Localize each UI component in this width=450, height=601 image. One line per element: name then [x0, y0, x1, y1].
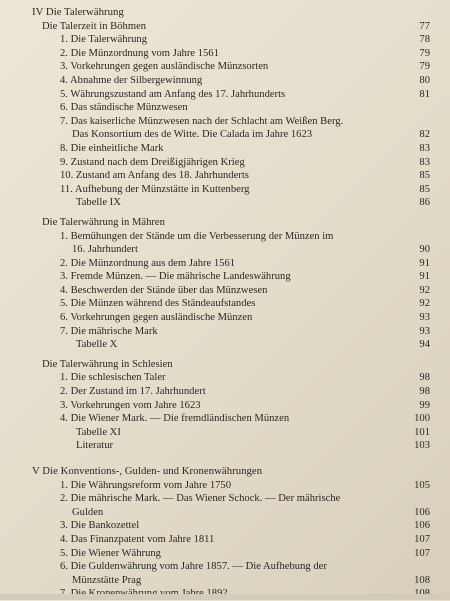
part-heading: [32, 465, 430, 479]
page-number: 100: [414, 413, 430, 425]
entry-title: Tabelle XI: [76, 426, 121, 438]
page-number: 105: [414, 479, 430, 491]
toc-entry: [32, 385, 430, 399]
entry-title: Münzstätte Prag: [72, 574, 142, 586]
part-heading: [32, 6, 430, 20]
toc-entry: [32, 115, 430, 129]
toc-entry: [32, 371, 430, 385]
entry-title: 4. Abnahme der Silbergewinnung: [60, 74, 203, 86]
page-number: 101: [414, 426, 430, 438]
entry-title: Die Talerwährung in Schlesien: [42, 358, 173, 370]
toc-entry: [32, 88, 430, 102]
toc-entry: [32, 284, 430, 298]
entry-title: 7. Das kaiserliche Münzwesen nach der Schlacht am Weißen Berg.: [60, 115, 344, 127]
toc-entry: [32, 183, 430, 197]
table-entry: [32, 426, 430, 440]
entry-title: 6. Die Guldenwährung vom Jahre 1857. — Die Aufhebung der: [60, 561, 327, 573]
section-heading: [32, 216, 430, 230]
page-number: 78: [419, 34, 430, 46]
entry-title: 2. Der Zustand im 17. Jahrhundert: [60, 386, 206, 398]
page-number: 85: [419, 170, 430, 182]
entry-title: 2. Die Münzordnung vom Jahre 1561: [60, 47, 219, 59]
toc-entry: [32, 533, 430, 547]
entry-title: Die Talerzeit in Böhmen: [42, 20, 147, 32]
entry-title: Die Talerwährung in Mähren: [42, 216, 165, 228]
toc-entry: [32, 412, 430, 426]
entry-title: 6. Vorkehrungen gegen ausländische Münzen: [60, 312, 253, 324]
entry-title: 2. Die Münzordnung aus dem Jahre 1561: [60, 257, 236, 269]
page-number: 80: [419, 74, 430, 86]
entry-title: 9. Zustand nach dem Dreißigjährigen Krieg: [60, 156, 245, 168]
toc-entry: [32, 101, 430, 115]
entry-title: 7. Die mährische Mark: [60, 325, 158, 337]
page-number: 108: [414, 574, 430, 586]
toc-entry: [32, 33, 430, 47]
toc-entry: [32, 297, 430, 311]
entry-title: 5. Die Münzen während des Ständeaufstandes: [60, 298, 256, 310]
entry-title: 1. Die Währungsreform vom Jahre 1750: [60, 479, 232, 491]
toc-entry: [32, 60, 430, 74]
page-number: 107: [414, 533, 430, 545]
entry-continuation: [32, 128, 430, 142]
toc-entry: [32, 169, 430, 183]
page-number: 106: [414, 506, 430, 518]
page-number: 82: [419, 129, 430, 141]
table-entry: [32, 338, 430, 352]
toc-entry: [32, 47, 430, 61]
toc-entry: [32, 156, 430, 170]
section-heading: [32, 358, 430, 372]
entry-continuation: [32, 243, 430, 257]
entry-title: 2. Die mährische Mark. — Das Wiener Schock. — Der mährische: [60, 493, 341, 505]
page-number: 98: [419, 372, 430, 384]
toc-entry: [32, 399, 430, 413]
page-number: 90: [419, 244, 430, 256]
entry-title: 5. Die Wiener Währung: [60, 547, 161, 559]
entry-title: 1. Bemühungen der Stände um die Verbesserung der Münzen im: [60, 230, 334, 242]
part-spacer: [32, 453, 430, 465]
toc-entry: [32, 479, 430, 493]
toc-entry: [32, 270, 430, 284]
page-number: 85: [419, 183, 430, 195]
page-number: 91: [419, 271, 430, 283]
page-number: 99: [419, 399, 430, 411]
page-number: 93: [419, 325, 430, 337]
page-bottom-edge: [0, 594, 450, 600]
page-number: 81: [419, 88, 430, 100]
table-entry: [32, 439, 430, 453]
toc-entry: [32, 142, 430, 156]
page-number: 83: [419, 156, 430, 168]
entry-title: Gulden: [72, 506, 104, 518]
entry-title: Tabelle IX: [76, 197, 121, 209]
entry-title: IV Die Talerwährung: [32, 6, 124, 18]
entry-title: Das Konsortium des de Witte. Die Calada im Jahre 1623: [72, 129, 313, 141]
section-heading: [32, 20, 430, 34]
entry-title: 6. Das ständische Münzwesen: [60, 102, 188, 114]
toc-entry: [32, 547, 430, 561]
page-number: 98: [419, 386, 430, 398]
page-number: 106: [414, 520, 430, 532]
entry-title: 16. Jahrhundert: [72, 244, 138, 256]
entry-continuation: [32, 506, 430, 520]
page-number: 79: [419, 61, 430, 73]
table-of-contents: [32, 6, 430, 601]
page-number: 86: [419, 197, 430, 209]
page-number: 93: [419, 312, 430, 324]
entry-title: Tabelle X: [76, 339, 118, 351]
toc-entry: [32, 325, 430, 339]
page-number: 94: [419, 339, 430, 351]
toc-entry: [32, 230, 430, 244]
page-number: 77: [419, 20, 430, 32]
entry-title: 4. Die Wiener Mark. — Die fremdländischen Münzen: [60, 413, 290, 425]
entry-title: V Die Konventions-, Gulden- und Kronenwährungen: [32, 465, 263, 477]
page-number: 79: [419, 47, 430, 59]
entry-title: 3. Die Bankozettel: [60, 520, 140, 532]
entry-title: 11. Aufhebung der Münzstätte in Kuttenberg: [60, 183, 250, 195]
toc-entry: [32, 74, 430, 88]
entry-title: 3. Vorkehrungen gegen ausländische Münzsorten: [60, 61, 269, 73]
page-number: 107: [414, 547, 430, 559]
entry-title: 8. Die einheitliche Mark: [60, 142, 164, 154]
page-number: 83: [419, 142, 430, 154]
toc-entry: [32, 311, 430, 325]
entry-title: 1. Die Talerwährung: [60, 34, 148, 46]
entry-title: 1. Die schlesischen Taler: [60, 372, 166, 384]
entry-title: 4. Das Finanzpatent vom Jahre 1811: [60, 533, 215, 545]
toc-entry: [32, 560, 430, 574]
entry-title: 10. Zustand am Anfang des 18. Jahrhunderts: [60, 170, 249, 182]
toc-entry: [32, 257, 430, 271]
entry-title: 5. Währungszustand am Anfang des 17. Jahrhunderts: [60, 88, 286, 100]
entry-continuation: [32, 574, 430, 588]
entry-title: Literatur: [76, 440, 114, 452]
page-number: 103: [414, 440, 430, 452]
toc-entry: [32, 519, 430, 533]
entry-title: 3. Fremde Münzen. — Die mährische Landeswährung: [60, 271, 291, 283]
page-number: 92: [419, 298, 430, 310]
toc-entry: [32, 492, 430, 506]
page-number: 91: [419, 257, 430, 269]
page-number: 92: [419, 284, 430, 296]
entry-title: 4. Beschwerden der Stände über das Münzwesen: [60, 284, 268, 296]
entry-title: 3. Vorkehrungen vom Jahre 1623: [60, 399, 201, 411]
table-entry: [32, 196, 430, 210]
